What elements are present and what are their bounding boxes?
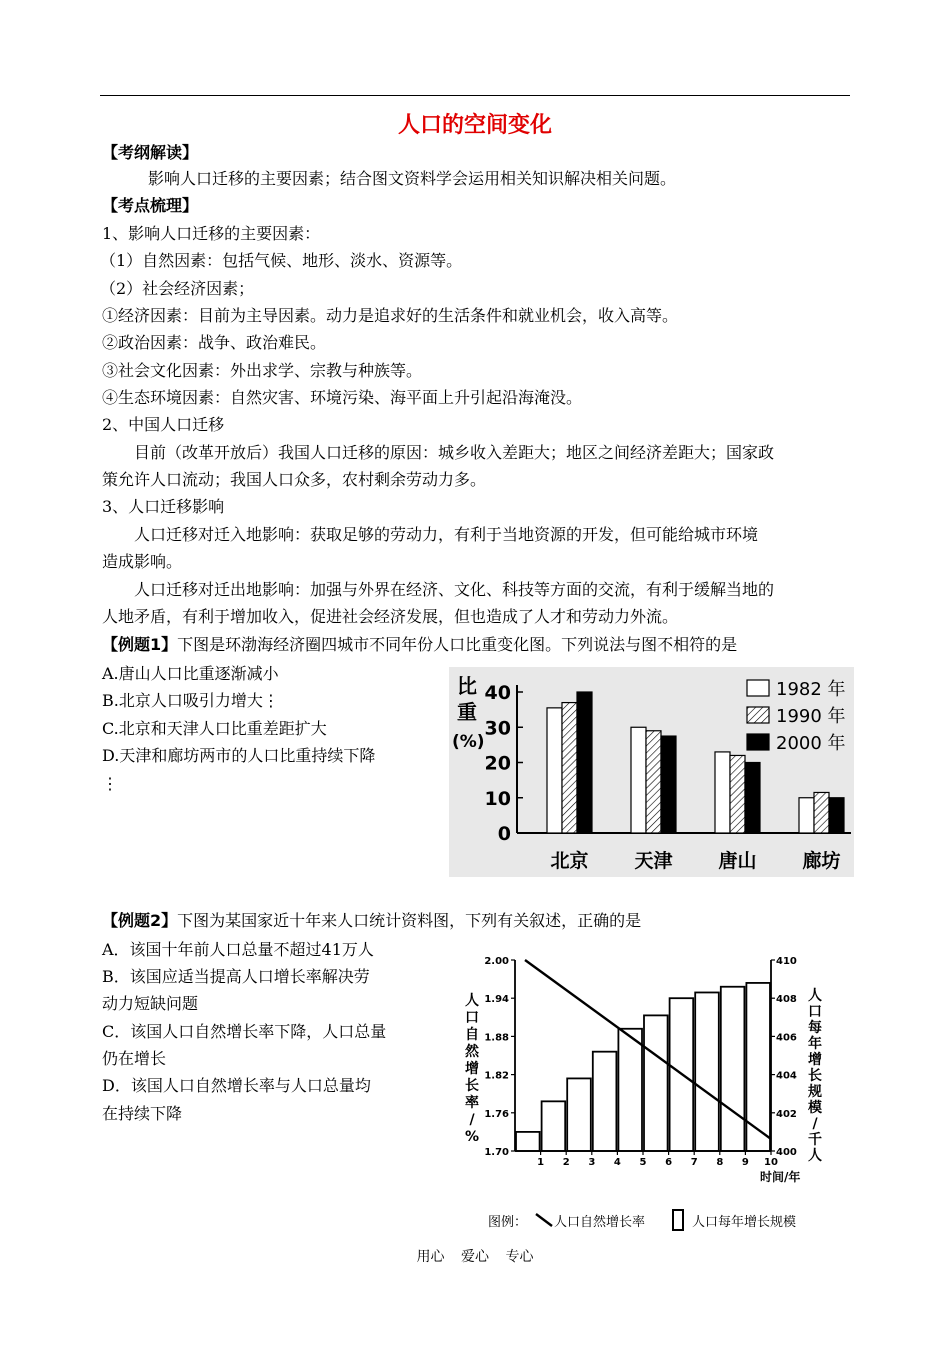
- left-axis-label: 人: [465, 993, 479, 1009]
- left-axis-label: 自: [465, 1027, 479, 1043]
- population-share-bar-chart: [449, 667, 854, 877]
- point-1: 1、影响人口迁移的主要因素：: [102, 224, 321, 243]
- left-axis-label: 增: [465, 1061, 479, 1077]
- legend-swatch: [747, 707, 769, 723]
- point-3a-line2: 造成影响。: [102, 552, 183, 571]
- point-2-line2: 策允许人口流动；我国人口众多，农村剩余劳动力多。: [102, 470, 487, 489]
- header-rule: [100, 95, 850, 96]
- y-tick-label: 10: [484, 787, 511, 810]
- legend-label: 1982 年: [776, 679, 846, 700]
- y-tick-label: 20: [484, 752, 511, 775]
- right-tick-label: 402: [776, 1108, 797, 1120]
- point-1b2: ②政治因素：战争、政治难民。: [102, 333, 327, 352]
- x-tick-label: 5: [639, 1157, 647, 1168]
- point-3: 3、人口迁移影响: [102, 497, 225, 516]
- bar: [542, 1101, 566, 1151]
- point-1b4: ④生态环境因素：自然灾害、环境污染、海平面上升引起沿海淹没。: [102, 388, 583, 407]
- bar: [593, 1052, 617, 1151]
- right-axis-label: 人: [808, 988, 822, 1004]
- right-axis-label: 每: [808, 1020, 822, 1036]
- x-axis-label: 时间/年: [760, 1170, 801, 1184]
- q1-option-a: A.唐山人口比重逐渐减小: [102, 664, 279, 683]
- population-growth-chart: [460, 950, 835, 1240]
- right-tick-label: 400: [776, 1147, 797, 1158]
- section-heading-review: 【考点梳理】: [102, 196, 199, 215]
- bar: [644, 1015, 668, 1151]
- q1-option-d: D.天津和廊坊两市的人口比重持续下降: [102, 746, 376, 765]
- point-3a-line1: 人口迁移对迁入地影响：获取足够的劳动力，有利于当地资源的开发，但可能给城市环境: [134, 525, 759, 544]
- right-axis-label: 人: [808, 1148, 822, 1164]
- bar: [715, 752, 730, 833]
- point-1b3: ③社会文化因素：外出求学、宗教与种族等。: [102, 361, 423, 380]
- x-tick-label: 天津: [634, 850, 673, 872]
- point-1b1: ①经济因素：目前为主导因素。动力是追求好的生活条件和就业机会，收入高等。: [102, 306, 679, 325]
- y-axis-label: (%): [452, 732, 485, 752]
- point-1b: （2）社会经济因素；: [100, 279, 255, 298]
- right-axis-label: 长: [808, 1068, 822, 1084]
- x-tick-label: 8: [716, 1157, 724, 1168]
- x-tick-label: 3: [588, 1157, 596, 1168]
- bar: [646, 731, 661, 833]
- x-tick-label: 2: [562, 1157, 570, 1168]
- right-tick-label: 406: [776, 1032, 797, 1044]
- page-title: 人口的空间变化: [397, 113, 552, 138]
- section-heading-syllabus: 【考纲解读】: [102, 143, 199, 162]
- bar: [799, 798, 814, 833]
- y-tick-label: 40: [484, 682, 511, 704]
- point-3b-line1: 人口迁移对迁出地影响：加强与外界在经济、文化、科技等方面的交流，有利于缓解当地的: [134, 580, 775, 599]
- right-axis-label: 模: [808, 1100, 822, 1116]
- left-axis-label: 口: [465, 1010, 479, 1026]
- q2-stem: 下图为某国家近十年来人口统计资料图，下列有关叙述，正确的是: [177, 911, 642, 930]
- q2-option-b-line2: 动力短缺问题: [102, 994, 199, 1013]
- q1-stem: 下图是环渤海经济圈四城市不同年份人口比重变化图。下列说法与图不相符的是: [177, 635, 738, 654]
- right-axis-label: 千: [808, 1132, 822, 1148]
- bar: [745, 763, 760, 834]
- q1-option-d-mark: ⋮: [102, 774, 118, 793]
- left-axis-label: 率: [465, 1095, 479, 1111]
- right-axis-label: 规: [808, 1084, 822, 1100]
- legend-bar-label: 人口每年增长规模: [692, 1215, 797, 1230]
- left-tick-label: 1.76: [484, 1108, 509, 1120]
- bar: [721, 987, 745, 1151]
- x-tick-label: 廊坊: [802, 850, 841, 872]
- x-tick-label: 6: [665, 1157, 673, 1168]
- x-tick-label: 7: [690, 1157, 698, 1168]
- bar: [829, 798, 844, 833]
- y-axis-label: 重: [457, 700, 477, 724]
- q2-line: [102, 911, 641, 931]
- bar: [631, 727, 646, 833]
- right-tick-label: 410: [776, 956, 797, 967]
- legend-bar-swatch: [673, 1210, 683, 1230]
- bar: [562, 703, 577, 833]
- bar: [814, 792, 829, 833]
- x-tick-label: 1: [537, 1157, 545, 1168]
- right-axis-label: /: [812, 1116, 818, 1132]
- q2-option-b-line1: B．该国应适当提高人口增长率解决劳: [102, 967, 370, 986]
- bar: [730, 755, 745, 833]
- q2-option-c-line1: C．该国人口自然增长率下降，人口总量: [102, 1022, 387, 1041]
- x-tick-label: 北京: [550, 850, 589, 872]
- left-tick-label: 2.00: [484, 956, 509, 967]
- q1-option-b: B.北京人口吸引力增大⋮: [102, 691, 279, 710]
- x-tick-label: 9: [741, 1157, 749, 1168]
- bar: [618, 1029, 642, 1151]
- q2-option-d-line2: 在持续下降: [102, 1104, 183, 1123]
- q1-label: 【例题1】: [102, 635, 178, 654]
- y-tick-label: 0: [497, 823, 511, 845]
- legend-label: 1990 年: [776, 706, 846, 727]
- bar: [746, 983, 770, 1151]
- bar: [567, 1078, 591, 1151]
- legend-swatch: [747, 734, 769, 750]
- left-tick-label: 1.94: [484, 994, 509, 1006]
- bar: [577, 692, 592, 833]
- q2-label: 【例题2】: [102, 911, 178, 930]
- left-axis-label: 然: [465, 1044, 479, 1060]
- x-tick-label: 4: [613, 1157, 621, 1168]
- left-axis-label: %: [464, 1129, 480, 1145]
- right-axis-label: 增: [808, 1052, 822, 1068]
- left-tick-label: 1.82: [484, 1070, 509, 1082]
- y-axis-label: 比: [457, 674, 477, 698]
- x-tick-label: 唐山: [718, 850, 757, 872]
- q1-option-c: C.北京和天津人口比重差距扩大: [102, 719, 327, 738]
- point-2-line1: 目前（改革开放后）我国人口迁移的原因：城乡收入差距大；地区之间经济差距大；国家政: [134, 443, 775, 462]
- y-tick-label: 30: [484, 717, 511, 740]
- q2-option-d-line1: D．该国人口自然增长率与人口总量均: [102, 1076, 371, 1095]
- bar: [661, 736, 676, 833]
- left-tick-label: 1.70: [484, 1147, 509, 1158]
- right-axis-label: 年: [808, 1036, 822, 1052]
- syllabus-text: 影响人口迁移的主要因素；结合图文资料学会运用相关知识解决相关问题。: [148, 169, 677, 188]
- left-axis-label: /: [469, 1112, 475, 1128]
- bar: [547, 708, 562, 833]
- point-2: 2、中国人口迁移: [102, 415, 225, 434]
- legend-line-swatch: [536, 1214, 552, 1226]
- q1-line: [102, 635, 737, 655]
- legend-label: 2000 年: [776, 733, 846, 754]
- bar: [516, 1132, 540, 1151]
- bar: [695, 992, 719, 1151]
- legend-line-label: 人口自然增长率: [554, 1215, 646, 1230]
- left-tick-label: 1.88: [484, 1032, 509, 1044]
- right-tick-label: 404: [776, 1070, 797, 1082]
- legend-prefix: 图例：: [488, 1215, 528, 1230]
- right-tick-label: 408: [776, 994, 797, 1006]
- right-axis-label: 口: [808, 1004, 822, 1020]
- legend-swatch: [747, 680, 769, 696]
- point-3b-line2: 人地矛盾，有利于增加收入，促进社会经济发展，但也造成了人才和劳动力外流。: [102, 607, 679, 626]
- q2-option-a: A．该国十年前人口总量不超过41万人: [102, 940, 374, 959]
- left-axis-label: 长: [465, 1078, 479, 1094]
- page-footer: 用心 爱心 专心: [416, 1249, 534, 1265]
- point-1a: （1）自然因素：包括气候、地形、淡水、资源等。: [100, 251, 463, 270]
- x-tick-label: 10: [764, 1157, 778, 1168]
- q2-option-c-line2: 仍在增长: [102, 1049, 167, 1068]
